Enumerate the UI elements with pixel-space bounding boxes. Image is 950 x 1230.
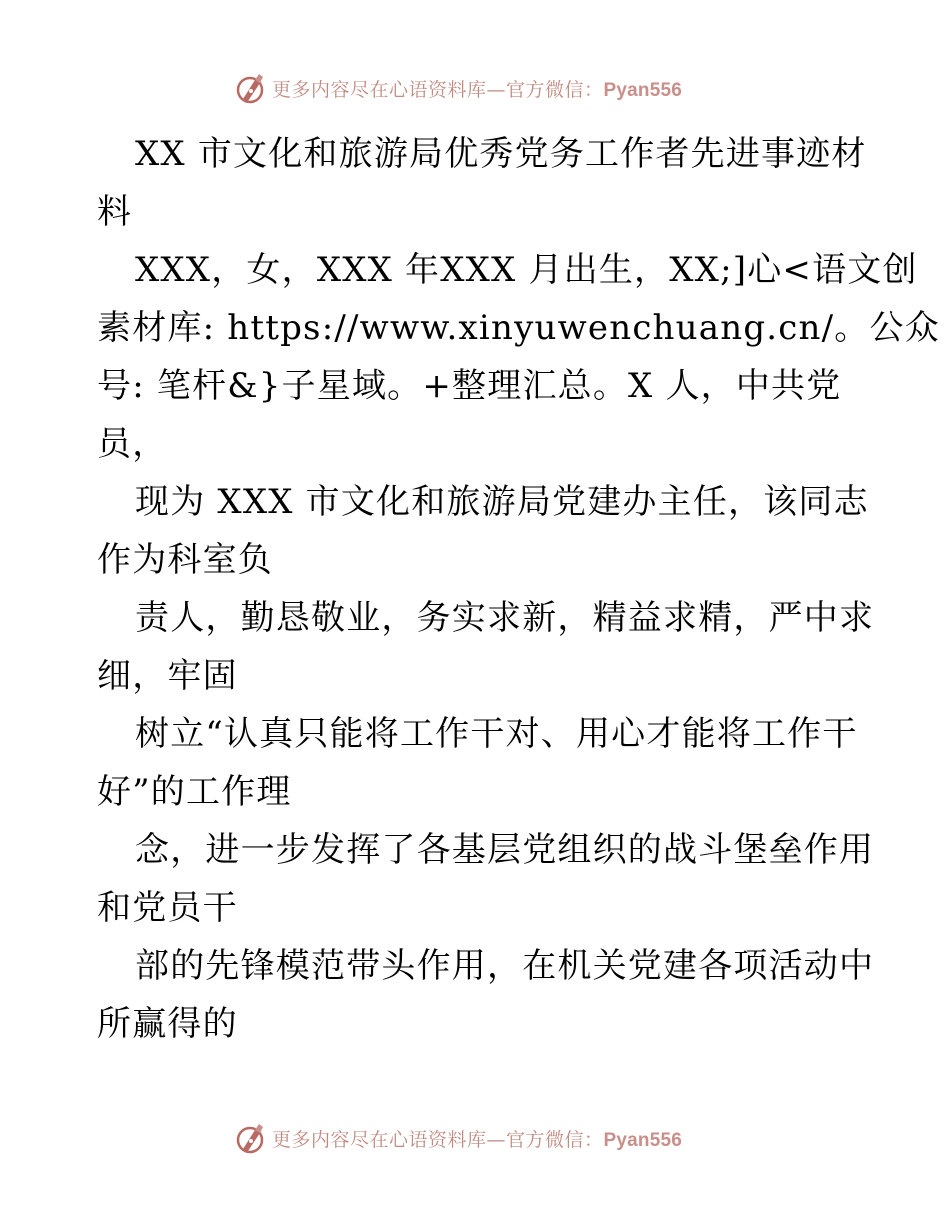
paragraph-line: 作为科室负 — [97, 540, 273, 580]
paragraph-line: 所赢得的 — [97, 1004, 238, 1044]
paragraph-line: 责人，勤恳敬业，务实求新，精益求精，严中求 — [135, 598, 875, 638]
paragraph-line: 好”的工作理 — [97, 772, 292, 812]
footer-banner — [0, 1120, 950, 1160]
banner-text-cn: 更多内容尽在心语资料库—官方微信： — [272, 1129, 604, 1151]
paragraph-line: 细，牢固 — [97, 656, 238, 696]
paragraph-line: 员， — [97, 424, 168, 464]
paragraph-line: 部的先锋模范带头作用，在机关党建各项活动中 — [135, 946, 875, 986]
paragraph-line: 念，进一步发挥了各基层党组织的战斗堡垒作用 — [135, 830, 875, 870]
document-body — [97, 125, 940, 1053]
banner-text — [272, 78, 682, 103]
header-banner — [0, 70, 950, 110]
paragraph-line: 树立“认真只能将工作干对、用心才能将工作干 — [135, 714, 858, 754]
banner-text — [272, 1128, 682, 1153]
paragraph-line: 号: 笔杆&}子星域。+整理汇总。X 人，中共党 — [97, 366, 842, 406]
title-line-1: XX 市文化和旅游局优秀党务工作者先进事迹材 — [135, 134, 867, 174]
paragraph-line: 素材库: https://www.xinyuwenchuang.cn/。公众 — [97, 308, 940, 348]
banner-wechat-id: Pyan556 — [603, 80, 683, 101]
banner-wechat-id: Pyan556 — [603, 1130, 683, 1151]
paragraph-line: XXX，女，XXX 年XXX 月出生，XX;]心<语文创 — [135, 250, 918, 290]
title-line-2: 料 — [97, 192, 133, 232]
paragraph-line: 和党员干 — [97, 888, 238, 928]
pen-nib-logo-icon — [235, 1122, 265, 1156]
paragraph-line: 现为 XXX 市文化和旅游局党建办主任，该同志 — [135, 482, 869, 522]
banner-text-cn: 更多内容尽在心语资料库—官方微信： — [272, 79, 604, 101]
pen-nib-logo-icon — [235, 72, 265, 106]
